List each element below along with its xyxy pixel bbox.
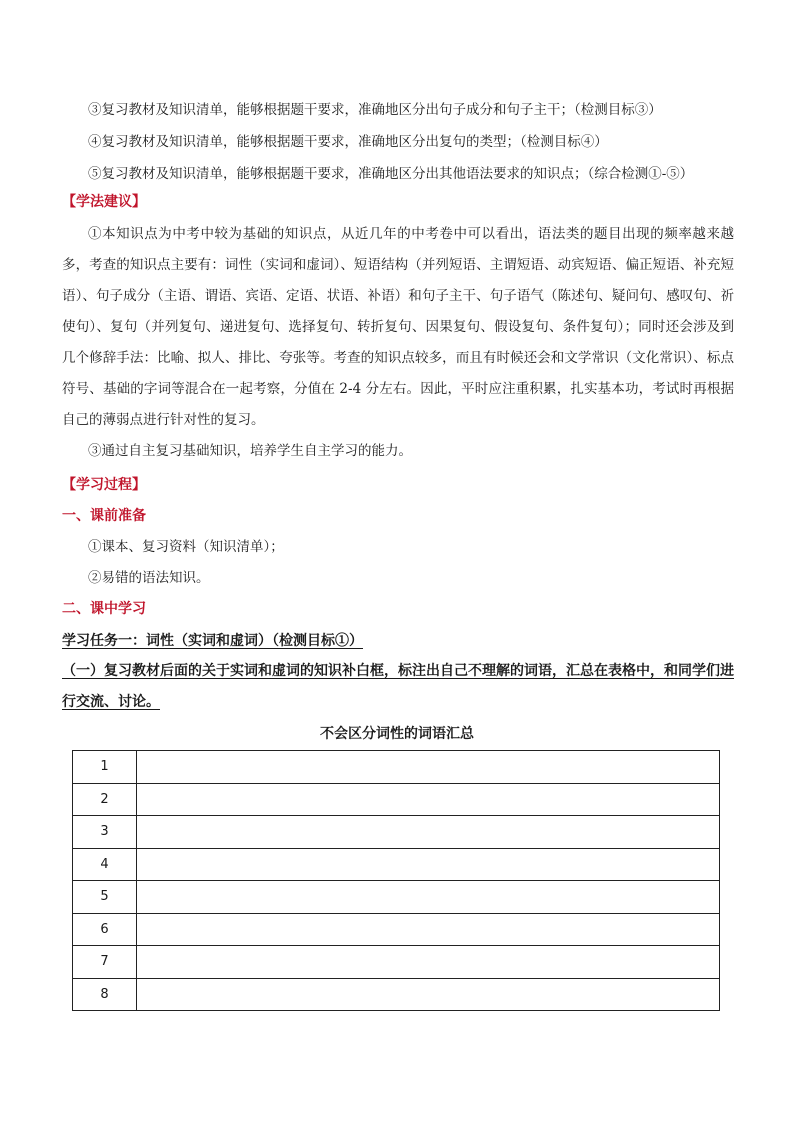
study-advice-heading: 【学法建议】 [62,194,146,210]
table-row [73,913,720,946]
entry-cell[interactable] [137,751,720,784]
goal-5: ⑤复习教材及知识清单，能够根据题干要求，准确地区分出其他语法要求的知识点；（综合检测①-⑤） [88,166,694,182]
task-1-instruction-text: （一）复习教材后面的关于实词和虚词的知识补白框，标注出自己不理解的词语，汇总在表格中，和同学们进行交流、讨论。 [62,663,734,710]
pre-class-item-1: ①课本、复习资料（知识清单）； [88,539,284,555]
section-in-class-title: 二、课中学习 [62,601,146,617]
table-caption: 不会区分词性的词语汇总 [320,726,474,742]
table-row [73,946,720,979]
row-number: 6 [73,913,137,946]
task-1-title: 学习任务一：词性（实词和虚词）（检测目标①） [62,633,363,649]
table-row [73,881,720,914]
goal-3: ③复习教材及知识清单，能够根据题干要求，准确地区分出句子成分和句子主干；（检测目标③） [88,102,662,118]
table-row [73,978,720,1011]
entry-cell[interactable] [137,783,720,816]
study-advice-paragraph-2: ③通过自主复习基础知识，培养学生自主学习的能力。 [88,443,412,459]
goal-4: ④复习教材及知识清单，能够根据题干要求，准确地区分出复句的类型；（检测目标④） [88,134,608,150]
row-number: 3 [73,816,137,849]
table-row [73,848,720,881]
row-number: 7 [73,946,137,979]
section-pre-class-title: 一、课前准备 [62,508,146,524]
row-number: 4 [73,848,137,881]
row-number: 5 [73,881,137,914]
entry-cell[interactable] [137,848,720,881]
entry-cell[interactable] [137,946,720,979]
task-1-instruction [62,656,734,718]
row-number: 2 [73,783,137,816]
table-row [73,783,720,816]
row-number: 1 [73,751,137,784]
study-advice-body [62,219,734,467]
entry-cell[interactable] [137,978,720,1011]
pre-class-item-2: ②易错的语法知识。 [88,570,210,586]
study-advice-paragraph-1: ①本知识点为中考中较为基础的知识点，从近几年的中考卷中可以看出，语法类的题目出现的频率越来越多，考查的知识点主要有：词性（实词和虚词）、短语结构（并列短语、主谓短语、动宾短语、偏正短语、补充短语）、句子成分（主语、谓语、宾语、定语、状语、补语）和句子主干、句子语气（陈述句、疑问句、感叹句、祈使句）、复句（并列复句、递进复句、选择复句、转折复句、因果复句、假设复句、条件复句）；同时还会涉及到几个修辞手法：比喻、拟人、排比、夸张等。考查的知识点较多，而且有时候还会和文学常识（文化常识）、标点符号、基础的字词等混合在一起考察，分值在 2-4 分左右。因此，平时应注重积累，扎实基本功，考试时再根据自己的薄弱点进行针对性的复习。 [62,226,734,428]
vocab-table [72,750,720,1011]
study-process-heading: 【学习过程】 [62,477,146,493]
entry-cell[interactable] [137,913,720,946]
table-row [73,751,720,784]
entry-cell[interactable] [137,881,720,914]
entry-cell[interactable] [137,816,720,849]
row-number: 8 [73,978,137,1011]
table-row [73,816,720,849]
